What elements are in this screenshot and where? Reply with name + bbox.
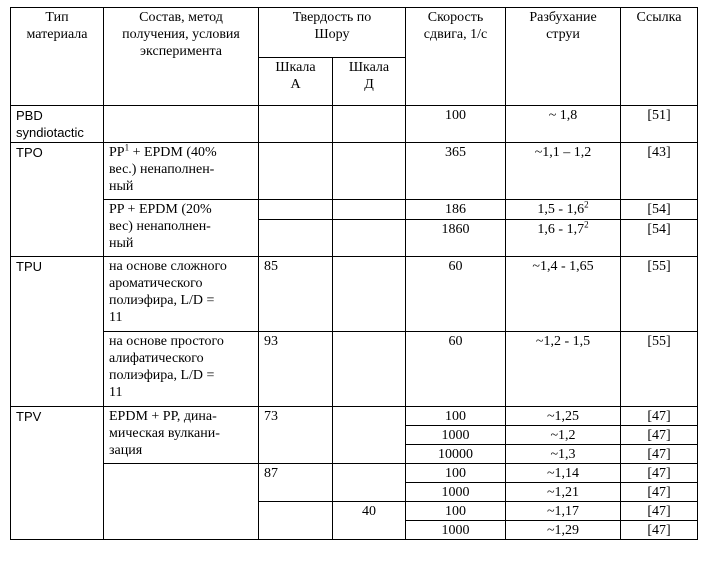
header-material-type-line1: Тип (45, 10, 69, 25)
pbd-scale-d-cell (333, 106, 406, 143)
header-composition-line1: Состав, метод (139, 10, 223, 25)
pbd-type-line1: PBD (16, 108, 43, 123)
tpo-r1-scale-a (259, 143, 333, 200)
table-row (11, 464, 698, 483)
tpv-g2-scale-a: 87 (259, 464, 333, 502)
tpo-comp1-line1 (109, 144, 253, 161)
tpu-r1-swell: ~1,4 - 1,65 (506, 257, 621, 332)
tpo-r3-ref: [54] (621, 220, 698, 257)
tpo-comp1-line3: ный (109, 179, 134, 194)
tpo-r3-swell-footnote: 2 (584, 219, 589, 230)
tpo-r2-ref: [54] (621, 200, 698, 220)
tpo-r3-shear: 1860 (406, 220, 506, 257)
pbd-ref: [51] (621, 106, 698, 143)
tpo-r2-swell-value: 1,5 - 1,6 (537, 202, 585, 217)
tpu-comp1-line2: ароматического (109, 276, 203, 291)
pbd-composition-cell (104, 106, 259, 143)
tpu-r2-scale-d (333, 332, 406, 407)
tpv-r1-swell: ~1,25 (506, 407, 621, 426)
tpo-comp2-line2: вес) ненаполнен- (109, 219, 211, 234)
tpv-r4-shear: 100 (406, 464, 506, 483)
tpu-comp1-line3: полиэфира, L/D = (109, 293, 215, 308)
tpv-g2-scale-d (333, 464, 406, 502)
header-composition (104, 8, 259, 106)
tpv-r1-shear: 100 (406, 407, 506, 426)
tpo-r2-swell (506, 200, 621, 220)
pbd-swell: ~ 1,8 (506, 106, 621, 143)
header-composition-line3: эксперимента (140, 44, 222, 59)
header-scale-d-line2: Д (364, 77, 374, 92)
tpu-comp1-line1: на основе сложного (109, 259, 227, 274)
tpu-r2-swell: ~1,2 - 1,5 (506, 332, 621, 407)
tpu-r2-scale-a: 93 (259, 332, 333, 407)
tpu-composition-1 (104, 257, 259, 332)
tpv-r2-ref: [47] (621, 426, 698, 445)
tpv-r6-swell: ~1,17 (506, 502, 621, 521)
header-shear-rate (406, 8, 506, 106)
tpo-r2-shear: 186 (406, 200, 506, 220)
pbd-shear: 100 (406, 106, 506, 143)
properties-table (10, 7, 698, 540)
tpv-r3-swell: ~1,3 (506, 445, 621, 464)
tpu-r2-shear: 60 (406, 332, 506, 407)
table-row (11, 143, 698, 200)
header-scale-a-line2: А (290, 77, 301, 92)
tpv-r2-shear: 1000 (406, 426, 506, 445)
tpo-r1-shear: 365 (406, 143, 506, 200)
header-reference-label: Ссылка (636, 10, 682, 25)
tpv-r1-ref: [47] (621, 407, 698, 426)
tpo-composition-1 (104, 143, 259, 200)
header-scale-d (333, 58, 406, 106)
table-row (11, 200, 698, 220)
tpu-comp2-line3: полиэфира, L/D = (109, 368, 215, 383)
pbd-type-cell (11, 106, 104, 143)
header-die-swell (506, 8, 621, 106)
tpv-r5-swell: ~1,21 (506, 483, 621, 502)
tpu-comp1-line4: 11 (109, 310, 123, 325)
tpv-r4-ref: [47] (621, 464, 698, 483)
tpo-comp1-footnote: 1 (124, 142, 130, 153)
tpv-r7-ref: [47] (621, 521, 698, 540)
tpv-comp-line3: зация (109, 443, 143, 458)
tpu-composition-2 (104, 332, 259, 407)
tpo-composition-2 (104, 200, 259, 257)
tpo-r3-swell-value: 1,6 - 1,7 (537, 222, 585, 237)
tpo-r1-swell: ~1,1 – 1,2 (506, 143, 621, 200)
table-row (11, 407, 698, 426)
tpo-r3-scale-d (333, 220, 406, 257)
tpu-r2-ref: [55] (621, 332, 698, 407)
header-composition-line2: получения, условия (122, 27, 240, 42)
header-shear-line2: сдвига, 1/с (423, 27, 488, 42)
tpo-comp1-pp: PP (109, 145, 125, 160)
tpo-comp1-line2: вес.) ненаполнен- (109, 162, 215, 177)
tpv-r7-shear: 1000 (406, 521, 506, 540)
header-hardness (259, 8, 406, 58)
tpv-comp-line2: мическая вулкани- (109, 426, 220, 441)
tpv-r7-swell: ~1,29 (506, 521, 621, 540)
tpv-g1-scale-a: 73 (259, 407, 333, 464)
header-row (11, 8, 698, 58)
tpu-r1-ref: [55] (621, 257, 698, 332)
tpo-r3-swell (506, 220, 621, 257)
tpo-comp1-rest: + EPDM (40% (129, 145, 217, 160)
pbd-scale-a-cell (259, 106, 333, 143)
tpv-g3-scale-d: 40 (333, 502, 406, 540)
tpv-r3-shear: 10000 (406, 445, 506, 464)
header-scale-a-line1: Шкала (275, 60, 316, 75)
tpu-r1-shear: 60 (406, 257, 506, 332)
header-material-type-line2: материала (26, 27, 88, 42)
tpu-r1-scale-d (333, 257, 406, 332)
tpu-comp2-line4: 11 (109, 385, 123, 400)
header-swell-line1: Разбухание (529, 10, 597, 25)
tpo-r3-scale-a (259, 220, 333, 257)
tpo-type: TPO (11, 143, 104, 257)
header-scale-a (259, 58, 333, 106)
tpu-comp2-line1: на основе простого (109, 334, 224, 349)
tpv-comp-line1: EPDM + PP, дина- (109, 409, 217, 424)
tpv-r6-ref: [47] (621, 502, 698, 521)
tpv-r2-swell: ~1,2 (506, 426, 621, 445)
tpu-type: TPU (11, 257, 104, 407)
tpo-r2-scale-d (333, 200, 406, 220)
tpv-g3-scale-a (259, 502, 333, 540)
tpo-r2-scale-a (259, 200, 333, 220)
header-scale-d-line1: Шкала (348, 60, 390, 75)
tpv-r5-ref: [47] (621, 483, 698, 502)
tpo-r2-swell-footnote: 2 (584, 199, 589, 210)
tpv-g1-scale-d (333, 407, 406, 464)
tpo-comp2-line1: PP + EPDM (20% (109, 202, 212, 217)
header-hardness-line2: Шору (314, 27, 350, 42)
tpo-comp2-line3: ный (109, 236, 134, 251)
tpu-comp2-line2: алифатического (109, 351, 204, 366)
tpv-type: TPV (11, 407, 104, 540)
table-row (11, 332, 698, 407)
tpv-composition (104, 407, 259, 464)
header-reference (621, 8, 698, 106)
header-material-type (11, 8, 104, 106)
tpu-r1-scale-a: 85 (259, 257, 333, 332)
tpv-r6-shear: 100 (406, 502, 506, 521)
tpv-r4-swell: ~1,14 (506, 464, 621, 483)
tpv-r5-shear: 1000 (406, 483, 506, 502)
header-swell-line2: струи (546, 27, 580, 42)
header-shear-line1: Скорость (427, 10, 484, 25)
table-row (11, 257, 698, 332)
tpv-r3-ref: [47] (621, 445, 698, 464)
tpo-r1-scale-d (333, 143, 406, 200)
tpv-composition-cont (104, 464, 259, 540)
pbd-type-line2: syndiotactic (16, 125, 84, 140)
tpo-r1-ref: [43] (621, 143, 698, 200)
table-row (11, 106, 698, 143)
header-hardness-line1: Твердость по (292, 10, 372, 25)
